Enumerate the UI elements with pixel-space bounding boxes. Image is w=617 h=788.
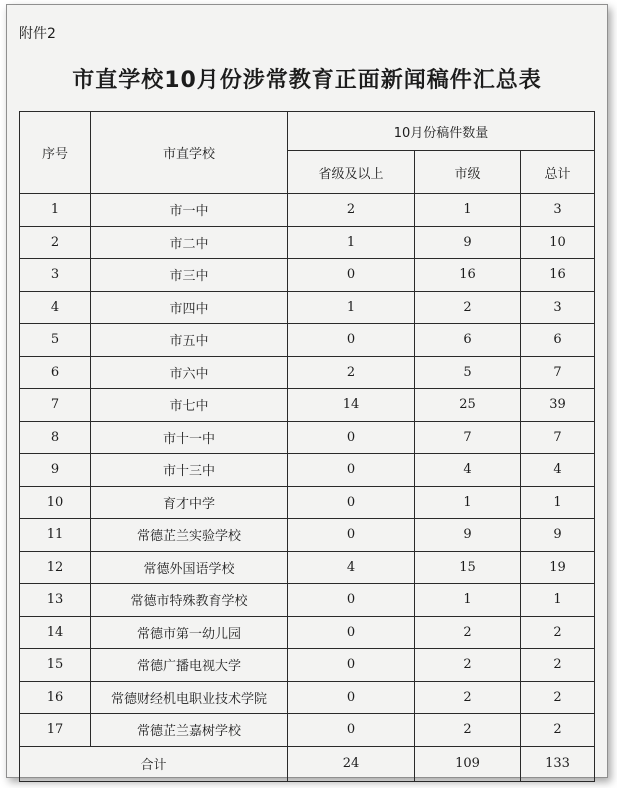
row-school: 市五中 xyxy=(91,324,288,357)
row-school: 常德市特殊教育学校 xyxy=(91,584,288,617)
table-row xyxy=(20,584,595,617)
row-school: 市二中 xyxy=(91,226,288,259)
row-school: 市三中 xyxy=(91,259,288,292)
row-index: 5 xyxy=(20,324,91,357)
header-index: 序号 xyxy=(20,112,91,194)
table-row xyxy=(20,421,595,454)
row-provincial: 14 xyxy=(288,389,415,422)
row-school: 市十一中 xyxy=(91,421,288,454)
row-city: 1 xyxy=(415,194,521,227)
table-row xyxy=(20,649,595,682)
row-index: 16 xyxy=(20,681,91,714)
header-school: 市直学校 xyxy=(91,112,288,194)
table-row xyxy=(20,714,595,747)
summary-table xyxy=(19,111,595,782)
row-city: 1 xyxy=(415,584,521,617)
row-total: 6 xyxy=(521,324,595,357)
row-index: 13 xyxy=(20,584,91,617)
row-total: 7 xyxy=(521,421,595,454)
row-city: 4 xyxy=(415,454,521,487)
row-city: 9 xyxy=(415,519,521,552)
row-provincial: 0 xyxy=(288,649,415,682)
row-total: 19 xyxy=(521,551,595,584)
row-city: 5 xyxy=(415,356,521,389)
row-school: 常德外国语学校 xyxy=(91,551,288,584)
row-provincial: 0 xyxy=(288,486,415,519)
row-provincial: 0 xyxy=(288,324,415,357)
header-provincial: 省级及以上 xyxy=(288,151,415,194)
attachment-label: 附件2 xyxy=(19,26,56,42)
row-total: 16 xyxy=(521,259,595,292)
row-city: 2 xyxy=(415,649,521,682)
total-row xyxy=(20,746,595,781)
row-city: 16 xyxy=(415,259,521,292)
table-row xyxy=(20,194,595,227)
table-row xyxy=(20,486,595,519)
page-title: 市直学校10月份涉常教育正面新闻稿件汇总表 xyxy=(72,68,542,93)
table-row xyxy=(20,389,595,422)
row-index: 1 xyxy=(20,194,91,227)
table-row xyxy=(20,551,595,584)
row-total: 2 xyxy=(521,649,595,682)
row-index: 7 xyxy=(20,389,91,422)
total-city: 109 xyxy=(415,746,521,781)
total-provincial: 24 xyxy=(288,746,415,781)
row-index: 11 xyxy=(20,519,91,552)
row-index: 2 xyxy=(20,226,91,259)
row-index: 10 xyxy=(20,486,91,519)
row-school: 市七中 xyxy=(91,389,288,422)
row-school: 育才中学 xyxy=(91,486,288,519)
row-total: 9 xyxy=(521,519,595,552)
table-row xyxy=(20,291,595,324)
total-label: 合计 xyxy=(20,746,288,781)
table-row xyxy=(20,226,595,259)
header-group: 10月份稿件数量 xyxy=(288,112,595,151)
row-school: 常德市第一幼儿园 xyxy=(91,616,288,649)
row-city: 1 xyxy=(415,486,521,519)
row-total: 39 xyxy=(521,389,595,422)
row-school: 市十三中 xyxy=(91,454,288,487)
row-city: 6 xyxy=(415,324,521,357)
row-school: 常德财经机电职业技术学院 xyxy=(91,681,288,714)
row-provincial: 0 xyxy=(288,519,415,552)
row-total: 4 xyxy=(521,454,595,487)
row-city: 25 xyxy=(415,389,521,422)
row-total: 3 xyxy=(521,194,595,227)
row-provincial: 4 xyxy=(288,551,415,584)
row-city: 2 xyxy=(415,616,521,649)
table-row xyxy=(20,616,595,649)
row-provincial: 1 xyxy=(288,226,415,259)
header-city: 市级 xyxy=(415,151,521,194)
row-index: 15 xyxy=(20,649,91,682)
row-index: 4 xyxy=(20,291,91,324)
table-row xyxy=(20,681,595,714)
row-city: 7 xyxy=(415,421,521,454)
row-provincial: 0 xyxy=(288,259,415,292)
row-total: 2 xyxy=(521,714,595,747)
table-row xyxy=(20,324,595,357)
row-provincial: 0 xyxy=(288,421,415,454)
row-provincial: 2 xyxy=(288,194,415,227)
row-school: 市六中 xyxy=(91,356,288,389)
row-school: 常德芷兰嘉树学校 xyxy=(91,714,288,747)
row-total: 10 xyxy=(521,226,595,259)
row-index: 14 xyxy=(20,616,91,649)
row-provincial: 2 xyxy=(288,356,415,389)
row-total: 1 xyxy=(521,486,595,519)
row-provincial: 0 xyxy=(288,616,415,649)
row-provincial: 0 xyxy=(288,454,415,487)
row-index: 12 xyxy=(20,551,91,584)
row-school: 常德芷兰实验学校 xyxy=(91,519,288,552)
row-total: 1 xyxy=(521,584,595,617)
table-row xyxy=(20,454,595,487)
table-row xyxy=(20,259,595,292)
row-provincial: 0 xyxy=(288,681,415,714)
row-total: 7 xyxy=(521,356,595,389)
row-provincial: 0 xyxy=(288,584,415,617)
row-city: 15 xyxy=(415,551,521,584)
row-total: 2 xyxy=(521,616,595,649)
row-index: 17 xyxy=(20,714,91,747)
row-city: 9 xyxy=(415,226,521,259)
row-provincial: 1 xyxy=(288,291,415,324)
row-school: 常德广播电视大学 xyxy=(91,649,288,682)
row-index: 9 xyxy=(20,454,91,487)
row-city: 2 xyxy=(415,714,521,747)
row-index: 6 xyxy=(20,356,91,389)
row-school: 市四中 xyxy=(91,291,288,324)
row-school: 市一中 xyxy=(91,194,288,227)
header-total: 总计 xyxy=(521,151,595,194)
row-index: 3 xyxy=(20,259,91,292)
row-city: 2 xyxy=(415,681,521,714)
row-total: 2 xyxy=(521,681,595,714)
row-provincial: 0 xyxy=(288,714,415,747)
row-total: 3 xyxy=(521,291,595,324)
table-row xyxy=(20,519,595,552)
total-sum: 133 xyxy=(521,746,595,781)
table-row xyxy=(20,356,595,389)
row-index: 8 xyxy=(20,421,91,454)
document-photo xyxy=(6,4,608,778)
row-city: 2 xyxy=(415,291,521,324)
